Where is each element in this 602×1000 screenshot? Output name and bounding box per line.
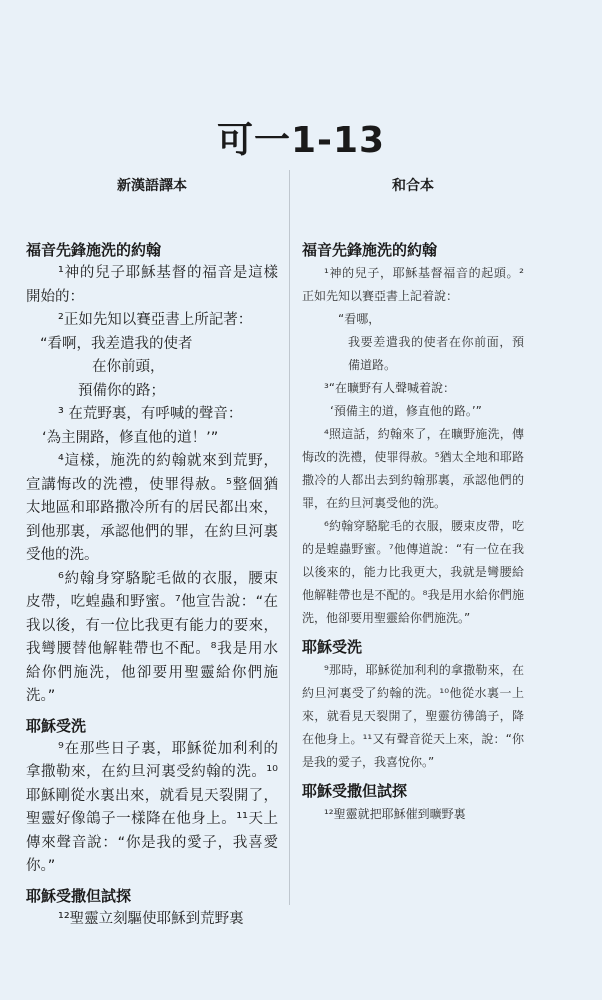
section-heading: 耶穌受撒但試探: [26, 886, 132, 905]
left-column: [26, 175, 278, 931]
verse-paragraph: ⁴照這話，約翰來了，在曠野施洗，傳悔改的洗禮，使罪得赦。⁵猶太全地和耶路撒冷的人都出去到約翰那裏，承認他們的罪，在約旦河裏受他的洗。: [302, 427, 524, 510]
verse-paragraph: ¹²聖靈立刻驅使耶穌到荒野裏: [58, 910, 244, 927]
verse-paragraph: ³ 在荒野裏，有呼喊的聲音：: [58, 406, 243, 422]
section-heading: 耶穌受撒但試探: [302, 782, 408, 800]
quote-line: “看啊，我差遣我的使者: [40, 335, 193, 352]
right-column: [302, 175, 524, 826]
verse-paragraph: ³“在曠野有人聲喊着說：: [324, 381, 456, 395]
section-heading: 福音先鋒施洗的約翰: [26, 241, 162, 259]
quote-line: 在你前頭，: [92, 359, 165, 375]
right-column-header: 和合本: [392, 178, 434, 194]
section-heading: 耶穌受洗: [26, 716, 87, 735]
quote-line: ‘為主開路，修直他的道！’”: [42, 429, 219, 446]
quote-line: 預備你的路；: [78, 382, 165, 399]
verse-paragraph: ⁶約翰穿駱駝毛的衣服，腰束皮帶，吃的是蝗蟲野蜜。⁷他傳道說：“有一位在我以後來的，能力比我更大，我就是彎腰給他解鞋帶也是不配的。⁸我是用水給你們施洗，他卻要用聖靈給你們施洗。”: [302, 519, 524, 625]
quote-line: ‘預備主的道，修直他的路。’”: [330, 404, 482, 418]
section-heading: 福音先鋒施洗的約翰: [302, 241, 438, 259]
verse-paragraph: ⁹那時，耶穌從加利利的拿撒勒來，在約旦河裏受了約翰的洗。¹⁰他從水裏一上來，就看見天裂開了，聖靈彷彿鴿子，降在他身上。¹¹又有聲音從天上來，說：“你是我的愛子，我喜悅你。”: [302, 663, 524, 769]
section-heading: 耶穌受洗: [302, 638, 363, 656]
verse-paragraph: ⁴這樣，施洗的約翰就來到荒野，宣講悔改的洗禮，使罪得赦。⁵整個猶太地區和耶路撒冷所有的居民都出來，到他那裏，承認他們的罪，在約旦河裏受他的洗。: [26, 453, 278, 563]
verse-paragraph: ¹神的兒子耶穌基督的福音是這樣開始的：: [26, 265, 278, 305]
verse-paragraph: ¹²聖靈就把耶穌催到曠野裏: [324, 807, 466, 821]
quote-line: 我要差遣我的使者在你前面，預備道路。: [348, 335, 524, 372]
quote-line: “看哪，: [338, 312, 381, 326]
column-divider: [289, 170, 290, 905]
page-title: 可一1-13: [216, 120, 386, 161]
verse-paragraph: ¹神的兒子，耶穌基督福音的起頭。²正如先知以賽亞書上記着說：: [302, 266, 524, 303]
verse-paragraph: ²正如先知以賽亞書上所記著：: [58, 312, 253, 328]
verse-paragraph: ⁹在那些日子裏，耶穌從加利利的拿撒勒來，在約旦河裏受約翰的洗。¹⁰耶穌剛從水裏出來，就看見天裂開了，聖靈好像鴿子一樣降在他身上。¹¹天上傳來聲音說：“你是我的愛子，我喜愛你。”: [26, 740, 278, 874]
left-column-header: 新漢語譯本: [117, 178, 187, 194]
verse-paragraph: ⁶約翰身穿駱駝毛做的衣服，腰束皮帶，吃蝗蟲和野蜜。⁷他宣告說：“在我以後，有一位比我更有能力的要來，我彎腰替他解鞋帶也不配。⁸我是用水給你們施洗，他卻要用聖靈給你們施洗。”: [26, 570, 278, 704]
